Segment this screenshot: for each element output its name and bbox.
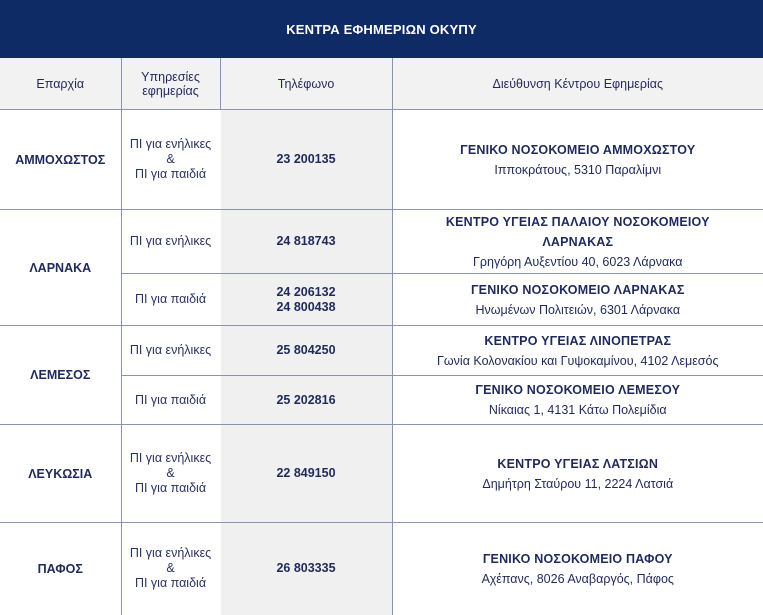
province-cell: ΛΑΡΝΑΚΑ <box>0 210 121 326</box>
service-line: ΠΙ για ενήλικες <box>122 546 220 561</box>
phone-number: 24 818743 <box>221 234 392 249</box>
phone-cell <box>220 274 392 326</box>
phone-number: 24 206132 <box>221 285 392 300</box>
phone-number: 26 803335 <box>221 561 392 576</box>
center-address: Δημήτρη Σταύρου 11, 2224 Λατσιά <box>393 474 763 494</box>
service-cell <box>121 210 220 274</box>
service-line: ΠΙ για παιδιά <box>122 292 220 307</box>
header-address: Διεύθυνση Κέντρου Εφημερίας <box>392 58 763 110</box>
center-address: Νίκαιας 1, 4131 Κάτω Πολεμίδια <box>393 400 763 420</box>
address-cell <box>392 274 763 326</box>
service-line: ΠΙ για παιδιά <box>122 393 220 408</box>
address-cell <box>392 110 763 210</box>
service-cell <box>121 425 220 523</box>
phone-number: 25 202816 <box>221 393 392 408</box>
phone-cell <box>220 326 392 376</box>
service-line: ΠΙ για ενήλικες <box>122 451 220 466</box>
service-line: ΠΙ για ενήλικες <box>122 137 220 152</box>
center-name: ΓΕΝΙΚΟ ΝΟΣΟΚΟΜΕΙΟ ΛΕΜΕΣΟΥ <box>393 380 763 400</box>
address-cell <box>392 326 763 376</box>
center-address: Ηνωμένων Πολιτειών, 6301 Λάρνακα <box>393 300 763 320</box>
service-line: ΠΙ για παιδιά <box>122 167 220 182</box>
header-row <box>0 58 763 110</box>
center-name: ΓΕΝΙΚΟ ΝΟΣΟΚΟΜΕΙΟ ΠΑΦΟΥ <box>393 549 763 569</box>
table-row <box>0 210 763 274</box>
service-line: ΠΙ για παιδιά <box>122 576 220 591</box>
phone-number: 22 849150 <box>221 466 392 481</box>
center-name: ΓΕΝΙΚΟ ΝΟΣΟΚΟΜΕΙΟ ΑΜΜΟΧΩΣΤΟΥ <box>393 140 763 160</box>
phone-number: 25 804250 <box>221 343 392 358</box>
center-name: ΚΕΝΤΡΟ ΥΓΕΙΑΣ ΠΑΛΑΙΟΥ ΝΟΣΟΚΟΜΕΙΟΥ <box>393 212 763 232</box>
address-cell <box>392 425 763 523</box>
phone-cell <box>220 425 392 523</box>
service-cell <box>121 326 220 376</box>
address-cell <box>392 523 763 615</box>
center-address: Αχέπανς, 8026 Αναβαργός, Πάφος <box>393 569 763 589</box>
service-cell <box>121 523 220 615</box>
header-province: Επαρχία <box>0 58 121 110</box>
service-line: & <box>122 466 220 481</box>
center-name: ΚΕΝΤΡΟ ΥΓΕΙΑΣ ΛΑΤΣΙΩΝ <box>393 454 763 474</box>
address-cell <box>392 376 763 425</box>
service-line: & <box>122 561 220 576</box>
service-line: & <box>122 152 220 167</box>
province-cell: ΛΕΥΚΩΣΙΑ <box>0 425 121 523</box>
phone-cell <box>220 210 392 274</box>
service-cell <box>121 274 220 326</box>
center-name: ΚΕΝΤΡΟ ΥΓΕΙΑΣ ΛΙΝΟΠΕΤΡΑΣ <box>393 331 763 351</box>
phone-cell <box>220 376 392 425</box>
table-row <box>0 425 763 523</box>
phone-cell <box>220 110 392 210</box>
table-row <box>0 326 763 376</box>
service-cell <box>121 376 220 425</box>
service-line: ΠΙ για ενήλικες <box>122 234 220 249</box>
center-name: ΛΑΡΝΑΚΑΣ <box>393 232 763 252</box>
header-services-line2: εφημερίας <box>122 84 220 98</box>
service-line: ΠΙ για παιδιά <box>122 481 220 496</box>
header-phone: Τηλέφωνο <box>220 58 392 110</box>
header-services <box>121 58 220 110</box>
center-address: Γωνία Κολονακίου και Γυψοκαμίνου, 4102 Λεμεσός <box>393 351 763 371</box>
service-line: ΠΙ για ενήλικες <box>122 343 220 358</box>
table-title: ΚΕΝΤΡΑ ΕΦΗΜΕΡΙΩΝ ΟΚΥΠΥ <box>0 0 763 58</box>
province-cell: ΠΑΦΟΣ <box>0 523 121 615</box>
center-name: ΓΕΝΙΚΟ ΝΟΣΟΚΟΜΕΙΟ ΛΑΡΝΑΚΑΣ <box>393 280 763 300</box>
phone-number: 23 200135 <box>221 152 392 167</box>
phone-cell <box>220 523 392 615</box>
header-services-line1: Υπηρεσίες <box>122 70 220 84</box>
address-cell <box>392 210 763 274</box>
table-row <box>0 110 763 210</box>
phone-number: 24 800438 <box>221 300 392 315</box>
center-address: Ιπποκράτους, 5310 Παραλίμνι <box>393 160 763 180</box>
service-cell <box>121 110 220 210</box>
table-row <box>0 523 763 615</box>
province-cell: ΛΕΜΕΣΟΣ <box>0 326 121 425</box>
center-address: Γρηγόρη Αυξεντίου 40, 6023 Λάρνακα <box>393 252 763 272</box>
province-cell: ΑΜΜΟΧΩΣΤΟΣ <box>0 110 121 210</box>
